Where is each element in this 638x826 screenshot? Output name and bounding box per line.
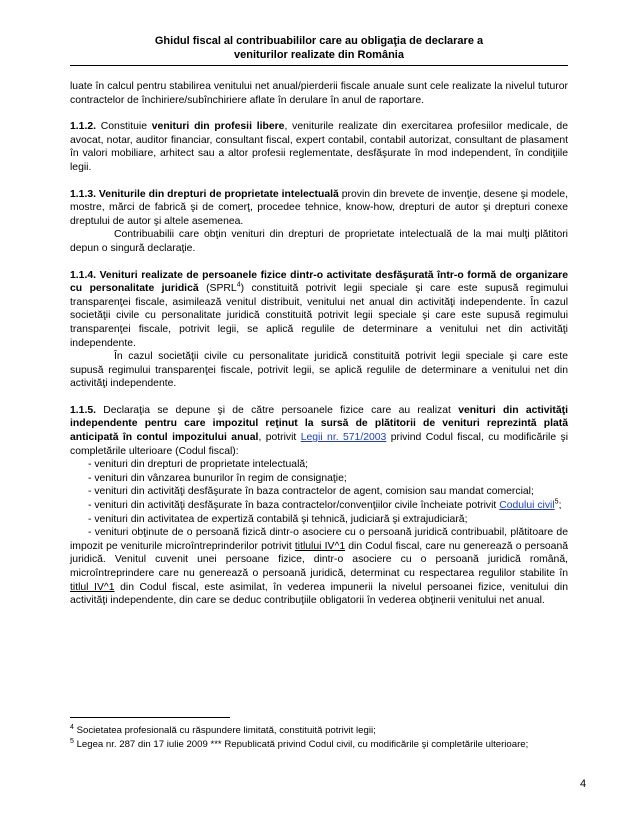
title-iv1-link[interactable]: titlului IV^1 xyxy=(294,540,346,552)
section-1-1-5: 1.1.5. Declaraţia se depune şi de către persoanele fizice care au realizat venituri din activităţi independente pentru care impozitul reţinut la sursă de plătitorii de venituri reprezintă plată anticipată în contul impozitului anual, potrivit Legii nr. 571/2003 privind Codul fiscal, cu modificările şi completările ulterioare (Codul fiscal): xyxy=(70,404,569,457)
list-item: - venituri din activităţi desfăşurate în baza contractelor de agent, comision sau mandat comercial; xyxy=(88,486,534,498)
list-item: - venituri din vânzarea bunurilor în regim de consignaţie; xyxy=(88,472,347,484)
section-title: 1.1.4. Venituri realizate de persoanele fizice dintr-o activitate desfăşurată într-o formă de organizare cu personalitate juridică xyxy=(70,269,568,295)
header-title-line-1: Ghidul fiscal al contribuabililor care au obligaţia de declarare a xyxy=(154,35,484,47)
footnote-4: $^4$ Societatea profesională cu răspundere limitată, constituită potrivit legii; xyxy=(70,723,376,736)
header-title-line-2: veniturilor realizate din România xyxy=(234,49,404,61)
paragraph-continuation: luate în calcul pentru stabilirea venitului net anual/pierderii fiscale anuale sunt cele realizate la nivelul tuturor contractelor de închiriere/subînchiriere aflate în derulare în anul de raportare. xyxy=(70,81,568,106)
civil-code-link[interactable]: Codului civil xyxy=(499,500,555,512)
footnote-ref-5[interactable]: 5 xyxy=(554,498,559,506)
section-keyword: venituri din activităţi independente pentru care impozitul reţinut la sursă de plătitorii de venituri reprezintă plată anticipată în contul impozitului anual xyxy=(70,404,568,444)
section-number: 1.1.2. xyxy=(70,121,96,133)
header-divider xyxy=(70,65,568,66)
page-number: 4 xyxy=(580,778,587,790)
footnote-divider xyxy=(70,717,230,718)
page-header xyxy=(70,34,568,62)
footnote-ref-4[interactable]: 4 xyxy=(236,281,241,289)
section-1-1-2: 1.1.2. Constituie venituri din profesii libere, veniturile realizate din exercitarea profesiilor medicale, de avocat, notar, auditor financiar, consultant fiscal, expert contabil, contabil autorizat, consultant de plasament în valori mobiliare, arhitect sau a altor profesii reglementate, desfăşurate în mod independent, în condiţiile legii. xyxy=(70,121,568,173)
list-item: - venituri obţinute de o persoană fizică dintr-o asociere cu o persoană juridică contribuabil, plătitoare de impozit pe veniturile microîntreprinderilor potrivit titlului IV^1 din Codul fiscal, care nu generează o persoană juridică. Venitul cuvenit unei persoane fizice, dintr-o asociere cu o persoană juridică română, microîntreprindere care nu generează o persoană juridică, determinat cu respectarea regulilor stabilite în titlul IV^1 din Codul fiscal, este asimilat, în vederea impunerii la nivelul persoanei fizice, venitului din activităţi independente, din care se deduc contribuţiile obligatorii în vederea obţinerii venitului net anual. xyxy=(70,527,569,607)
section-1-1-4-paragraph-2: În cazul societăţii civile cu personalitate juridică constituită potrivit legii speciale şi care este supusă regimului transparenţei fiscale, potrivit legii, se aplică regulile de determinare a venitului net din activităţi independente. xyxy=(70,351,568,390)
section-keyword: venituri din profesii libere xyxy=(151,121,285,133)
section-1-1-3-paragraph-2: Contribuabilii care obţin venituri din drepturi de proprietate intelectuală de la mai mulţi plătitori depun o singură declaraţie. xyxy=(70,229,568,254)
list-item: - venituri din activitatea de expertiză contabilă şi tehnică, judiciară şi extrajudiciară; xyxy=(88,513,468,525)
section-title: 1.1.3. Veniturile din drepturi de proprietate intelectuală xyxy=(70,188,339,200)
title-iv1-link[interactable]: titlul IV^1 xyxy=(70,581,115,593)
footnote-5: $^5$ Legea nr. 287 din 17 iulie 2009 *** Republicată privind Codul civil, cu modificările şi completările ulterioare; xyxy=(70,737,529,750)
law-571-2003-link[interactable]: Legii nr. 571/2003 xyxy=(300,432,387,444)
section-1-1-4: 1.1.4. Venituri realizate de persoanele fizice dintr-o activitate desfăşurată într-o formă de organizare cu personalitate juridică (SPRL$^4$) constituită potrivit legii speciale şi care este supusă regimului transparenţei fiscale, asimilează venitul distribuit, venitului net anual din activităţi independente. În cazul societăţii civile cu personalitate juridică constituită potrivit legii speciale şi care este supusă regimului transparenţei fiscale, potrivit legii, se aplică regulile de determinare a venitului net din activităţi independente. xyxy=(70,269,569,349)
list-item: - venituri din drepturi de proprietate intelectuală; xyxy=(88,459,309,471)
list-item: - venituri din activităţi desfăşurate în baza contractelor/convenţiilor civile încheiate potrivit Codului civil$^5$; xyxy=(88,498,562,512)
section-number: 1.1.5. xyxy=(70,404,96,416)
document-body xyxy=(70,80,568,608)
footnotes xyxy=(70,724,580,752)
section-1-1-3: 1.1.3. Veniturile din drepturi de proprietate intelectuală provin din brevete de invenţie, desene şi modele, mostre, mărci de fabrică şi de comerţ, procedee tehnice, know-how, drepturi de autor şi drepturi conexe dreptului de autor şi altele asemenea. xyxy=(70,188,568,227)
